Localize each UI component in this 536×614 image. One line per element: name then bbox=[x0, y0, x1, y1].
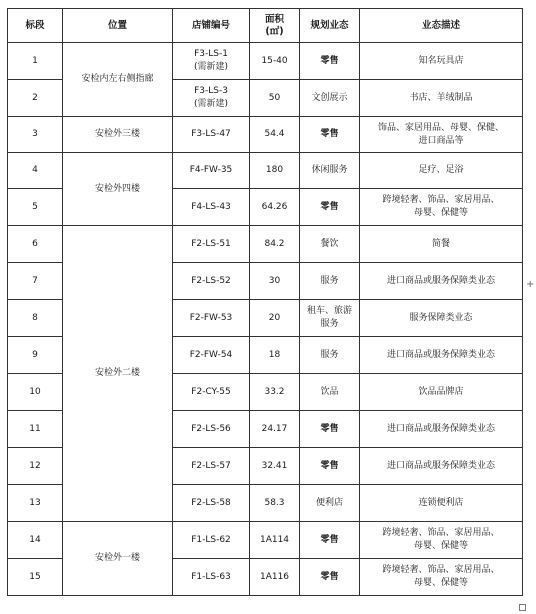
row-area: 50 bbox=[250, 80, 300, 117]
row-plan: 休闲服务 bbox=[300, 153, 360, 189]
row-area: 33.2 bbox=[250, 374, 300, 411]
row-desc bbox=[360, 117, 523, 153]
row-area: 32.41 bbox=[250, 448, 300, 485]
header-location: 位置 bbox=[63, 9, 173, 43]
row-number: 13 bbox=[8, 485, 63, 522]
row-number: 15 bbox=[8, 559, 63, 596]
row-store-code: F2-FW-53 bbox=[173, 300, 250, 337]
header-section: 标段 bbox=[8, 9, 63, 43]
row-store-code bbox=[173, 43, 250, 80]
header-area-unit: (㎡) bbox=[265, 25, 284, 37]
desc-line: 母婴、保健等 bbox=[413, 578, 468, 588]
header-area-label: 面积 bbox=[264, 13, 284, 25]
row-store-code: F3-LS-47 bbox=[173, 117, 250, 153]
store-code-text: F3-LS-1 bbox=[194, 49, 228, 59]
row-area: 18 bbox=[250, 337, 300, 374]
row-desc bbox=[360, 522, 523, 559]
row-store-code: F1-LS-63 bbox=[173, 559, 250, 596]
row-plan: 饮品 bbox=[300, 374, 360, 411]
table-row bbox=[8, 226, 523, 263]
row-number: 10 bbox=[8, 374, 63, 411]
row-location: 安检外四楼 bbox=[63, 153, 173, 226]
row-location: 安检外三楼 bbox=[63, 117, 173, 153]
header-desc: 业态描述 bbox=[360, 9, 523, 43]
row-store-code: F4-LS-43 bbox=[173, 189, 250, 226]
plan-line: 服务 bbox=[320, 319, 339, 329]
row-plan: 零售 bbox=[300, 559, 360, 596]
row-store-code: F2-FW-54 bbox=[173, 337, 250, 374]
row-plan: 零售 bbox=[300, 189, 360, 226]
row-store-code: F2-LS-58 bbox=[173, 485, 250, 522]
store-code-note: (需新建) bbox=[193, 99, 229, 109]
row-number: 6 bbox=[8, 226, 63, 263]
desc-line: 进口商品等 bbox=[418, 135, 464, 146]
row-desc: 足疗、足浴 bbox=[360, 153, 523, 189]
row-number: 8 bbox=[8, 300, 63, 337]
row-number: 5 bbox=[8, 189, 63, 226]
row-plan: 便利店 bbox=[300, 485, 360, 522]
add-row-plus-icon[interactable]: + bbox=[526, 279, 535, 290]
table-resize-handle[interactable] bbox=[519, 604, 526, 611]
row-number: 2 bbox=[8, 80, 63, 117]
row-plan: 服务 bbox=[300, 263, 360, 300]
row-number: 9 bbox=[8, 337, 63, 374]
desc-line: 母婴、保健等 bbox=[413, 541, 468, 551]
row-number: 1 bbox=[8, 43, 63, 80]
table-row bbox=[8, 153, 523, 189]
header-plan: 规划业态 bbox=[300, 9, 360, 43]
row-store-code: F2-CY-55 bbox=[173, 374, 250, 411]
row-desc: 服务保障类业态 bbox=[360, 300, 523, 337]
row-number: 4 bbox=[8, 153, 63, 189]
table-row bbox=[8, 117, 523, 153]
row-plan: 零售 bbox=[300, 411, 360, 448]
row-store-code: F2-LS-57 bbox=[173, 448, 250, 485]
plan-line: 租车、旅游 bbox=[306, 306, 352, 316]
row-desc: 饮品品牌店 bbox=[360, 374, 523, 411]
row-store-code: F2-LS-56 bbox=[173, 411, 250, 448]
row-number: 7 bbox=[8, 263, 63, 300]
row-desc: 进口商品或服务保障类业态 bbox=[360, 448, 523, 485]
row-plan: 零售 bbox=[300, 448, 360, 485]
row-desc bbox=[360, 559, 523, 596]
row-plan: 零售 bbox=[300, 43, 360, 80]
row-number: 14 bbox=[8, 522, 63, 559]
desc-line: 跨境轻奢、饰品、家居用品、 bbox=[382, 195, 500, 205]
row-plan: 零售 bbox=[300, 522, 360, 559]
store-table bbox=[7, 8, 523, 596]
row-desc: 进口商品或服务保障类业态 bbox=[360, 263, 523, 300]
row-desc: 连锁便利店 bbox=[360, 485, 523, 522]
row-desc: 进口商品或服务保障类业态 bbox=[360, 337, 523, 374]
header-area bbox=[250, 9, 300, 43]
row-store-code: F2-LS-52 bbox=[173, 263, 250, 300]
row-area: 1A116 bbox=[250, 559, 300, 596]
row-desc: 简餐 bbox=[360, 226, 523, 263]
row-number: 11 bbox=[8, 411, 63, 448]
table-row bbox=[8, 43, 523, 80]
row-desc bbox=[360, 189, 523, 226]
header-store-code: 店铺编号 bbox=[173, 9, 250, 43]
desc-line: 饰品、家居用品、母婴、保健、 bbox=[377, 122, 504, 133]
row-desc: 进口商品或服务保障类业态 bbox=[360, 411, 523, 448]
row-store-code bbox=[173, 80, 250, 117]
row-plan: 服务 bbox=[300, 337, 360, 374]
row-location: 安检外二楼 bbox=[63, 226, 173, 522]
desc-line: 跨境轻奢、饰品、家居用品、 bbox=[382, 528, 500, 538]
row-area: 180 bbox=[250, 153, 300, 189]
table-header-row bbox=[8, 9, 523, 43]
row-location: 安检外一楼 bbox=[63, 522, 173, 596]
row-number: 3 bbox=[8, 117, 63, 153]
row-area: 30 bbox=[250, 263, 300, 300]
row-area: 84.2 bbox=[250, 226, 300, 263]
row-plan bbox=[300, 300, 360, 337]
store-code-text: F3-LS-3 bbox=[194, 86, 228, 96]
row-desc: 书店、羊绒制品 bbox=[360, 80, 523, 117]
table-row bbox=[8, 522, 523, 559]
store-code-note: (需新建) bbox=[193, 62, 229, 72]
row-store-code: F4-FW-35 bbox=[173, 153, 250, 189]
row-area: 24.17 bbox=[250, 411, 300, 448]
row-plan: 餐饮 bbox=[300, 226, 360, 263]
row-area: 15-40 bbox=[250, 43, 300, 80]
row-area: 54.4 bbox=[250, 117, 300, 153]
desc-line: 跨境轻奢、饰品、家居用品、 bbox=[382, 565, 500, 575]
row-area: 64.26 bbox=[250, 189, 300, 226]
row-plan: 零售 bbox=[300, 117, 360, 153]
row-number: 12 bbox=[8, 448, 63, 485]
desc-line: 母婴、保健等 bbox=[413, 208, 468, 218]
row-store-code: F1-LS-62 bbox=[173, 522, 250, 559]
row-plan: 文创展示 bbox=[300, 80, 360, 117]
row-area: 20 bbox=[250, 300, 300, 337]
row-desc: 知名玩具店 bbox=[360, 43, 523, 80]
row-area: 1A114 bbox=[250, 522, 300, 559]
row-store-code: F2-LS-51 bbox=[173, 226, 250, 263]
row-location: 安检内左右侧指廊 bbox=[63, 43, 173, 117]
row-area: 58.3 bbox=[250, 485, 300, 522]
